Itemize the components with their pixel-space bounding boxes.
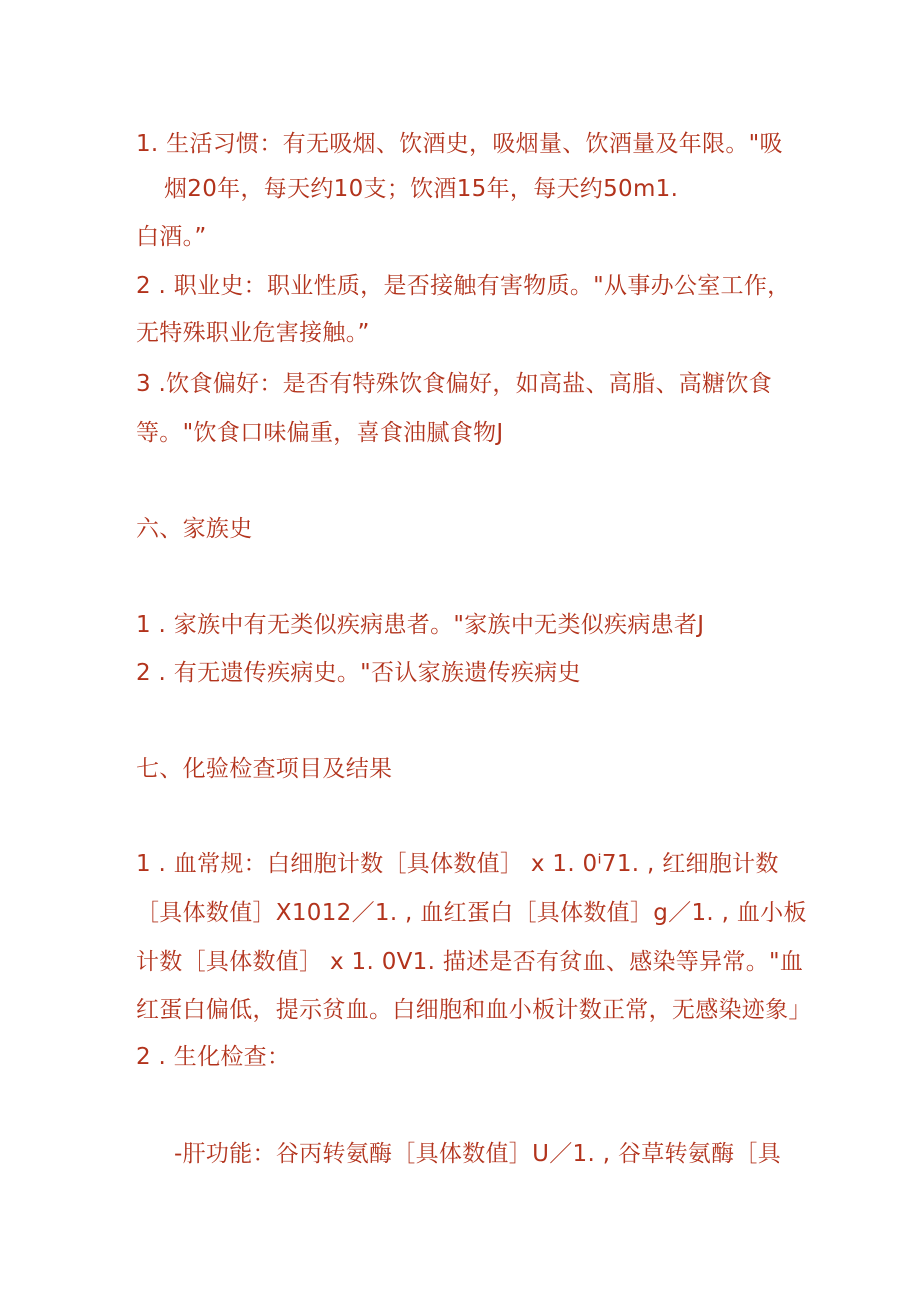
occupation-item-line-2: 无特殊职业危害接触。” <box>136 320 370 346</box>
lifestyle-item-line-1: 1. 生活习惯：有无吸烟、饮酒史，吸烟量、饮酒量及年限。"吸 <box>136 131 783 157</box>
blood-routine-line-3: 计数［具体数值］ x 1. 0V1. 描述是否有贫血、感染等异常。"血 <box>136 949 804 975</box>
diet-item-line-2: 等。"饮食口味偏重，喜食油腻食物J <box>136 420 504 446</box>
occupation-item-line-1: 2 . 职业史：职业性质，是否接触有害物质。"从事办公室工作， <box>136 273 791 299</box>
biochemistry-heading: 2 . 生化检查： <box>136 1044 291 1070</box>
lab-tests-heading: 七、化验检查项目及结果 <box>136 756 393 782</box>
blood-routine-line-4: 红蛋白偏低，提示贫血。白细胞和血小板计数正常，无感染迹象」 <box>136 997 812 1023</box>
family-history-item-1: 1 . 家族中有无类似疾病患者。"家族中无类似疾病患者J <box>136 612 705 638</box>
lifestyle-item-line-3: 白酒。” <box>136 224 207 250</box>
blood-routine-line-1: 1 . 血常规：白细胞计数［具体数值］ x 1. 0ⁱ71. , 红细胞计数 <box>136 851 779 877</box>
diet-item-line-1: 3 .饮食偏好：是否有特殊饮食偏好，如高盐、高脂、高糖饮食 <box>136 371 772 397</box>
lifestyle-item-line-2: 烟20年，每天约10支；饮酒15年，每天约50m1. <box>164 176 679 202</box>
blood-routine-line-2: ［具体数值］X1012／1. , 血红蛋白［具体数值］g／1. , 血小板 <box>136 900 807 926</box>
family-history-heading: 六、家族史 <box>136 516 253 542</box>
family-history-item-2: 2 . 有无遗传疾病史。"否认家族遗传疾病史 <box>136 660 581 686</box>
liver-function-line: -肝功能：谷丙转氨酶［具体数值］U／1. , 谷草转氨酶［具 <box>174 1141 782 1167</box>
